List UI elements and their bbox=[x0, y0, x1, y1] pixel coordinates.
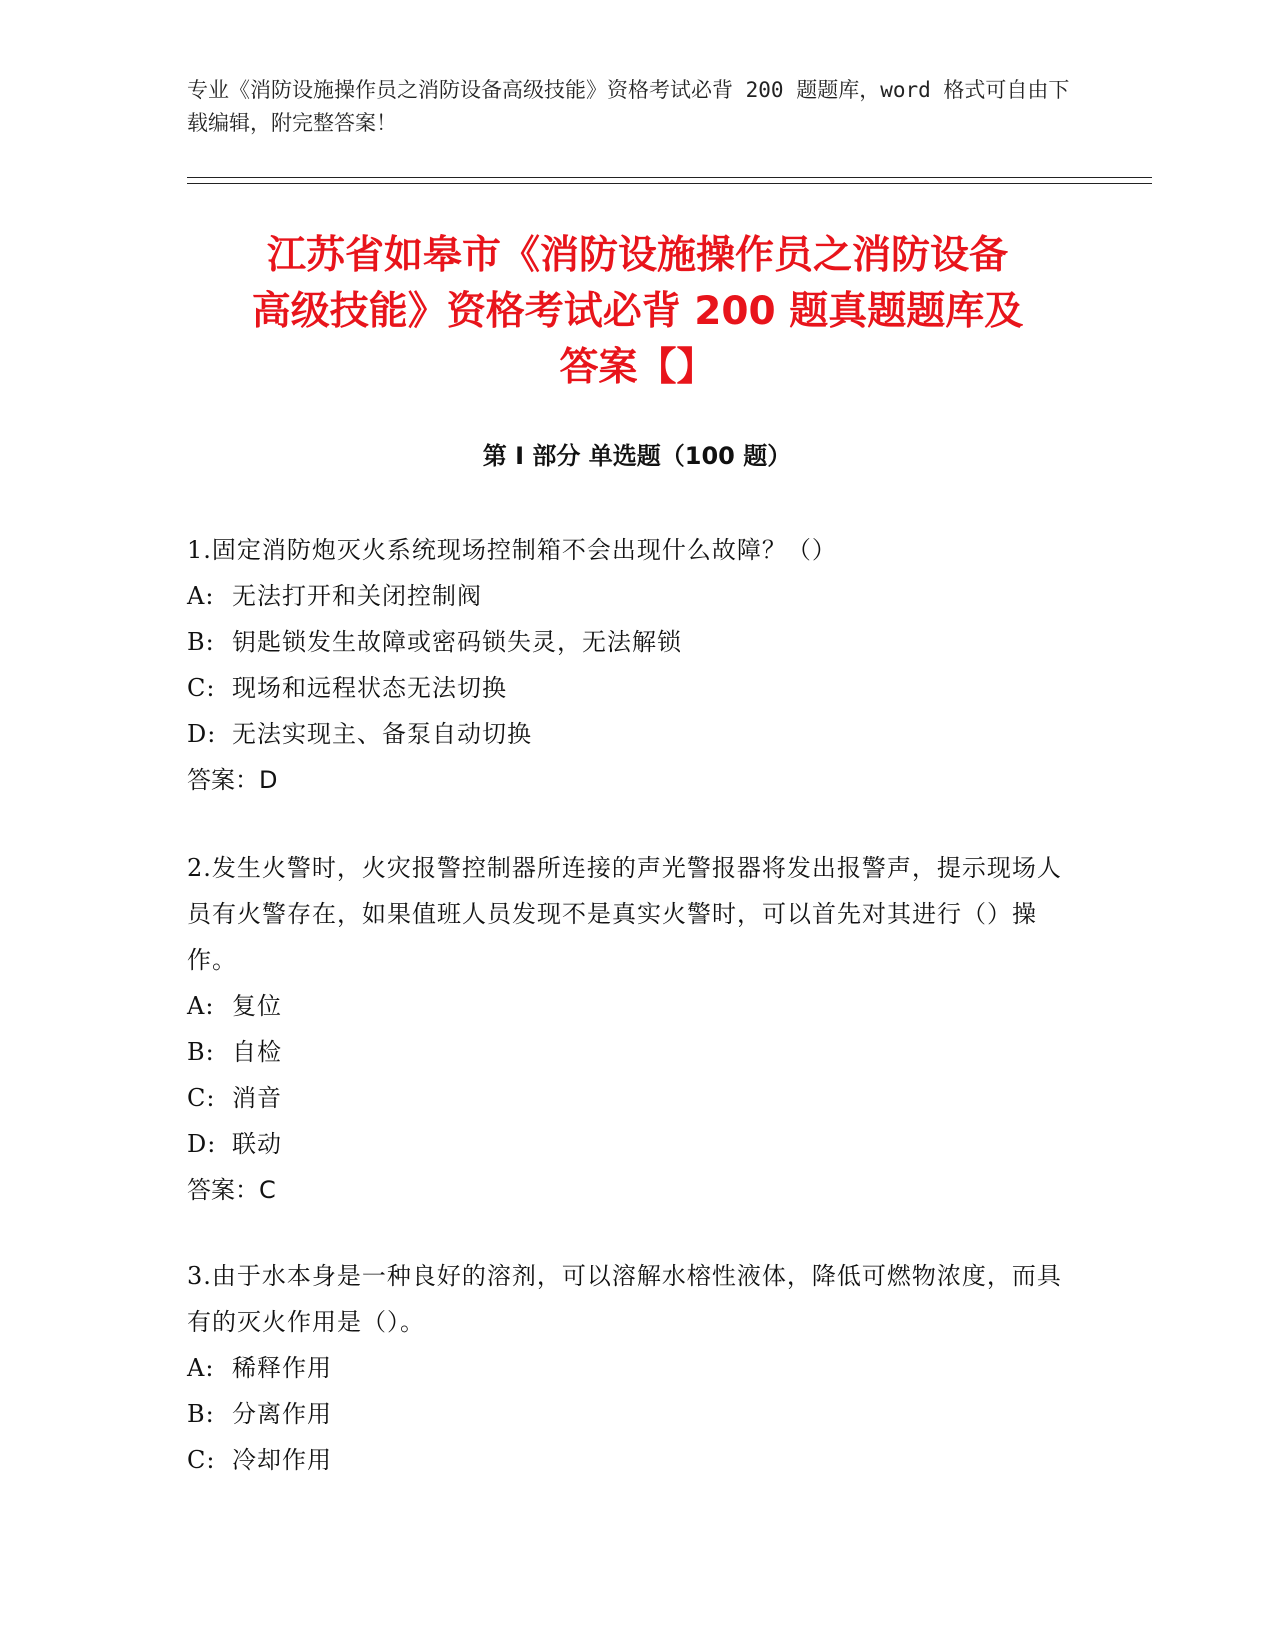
title-line-3: 答案【】 bbox=[559, 345, 716, 390]
option-letter: B: bbox=[187, 628, 215, 656]
option-text: 现场和远程状态无法切换 bbox=[232, 674, 507, 702]
option-text: 分离作用 bbox=[232, 1400, 332, 1428]
option-text: 冷却作用 bbox=[232, 1446, 332, 1474]
option-letter: D: bbox=[187, 1130, 217, 1158]
option-letter: C: bbox=[187, 1446, 216, 1474]
option-letter: A: bbox=[187, 582, 215, 610]
title-line-1: 江苏省如皋市《消防设施操作员之消防设备 bbox=[266, 233, 1008, 278]
option-b bbox=[187, 1029, 1067, 1075]
answer: 答案：C bbox=[187, 1176, 276, 1204]
option-letter: B: bbox=[187, 1038, 215, 1066]
question-stem: 1.固定消防炮灭火系统现场控制箱不会出现什么故障？（） bbox=[187, 536, 837, 564]
option-letter: D: bbox=[187, 720, 217, 748]
option-d bbox=[187, 711, 1067, 757]
option-letter: A: bbox=[187, 992, 215, 1020]
option-text: 钥匙锁发生故障或密码锁失灵，无法解锁 bbox=[232, 628, 682, 656]
option-letter: A: bbox=[187, 1354, 215, 1382]
option-text: 联动 bbox=[232, 1130, 282, 1158]
option-text: 消音 bbox=[232, 1084, 282, 1112]
question-3 bbox=[187, 1253, 1067, 1483]
option-text: 稀释作用 bbox=[232, 1354, 332, 1382]
option-a bbox=[187, 573, 1067, 619]
question-1 bbox=[187, 527, 1067, 803]
option-text: 复位 bbox=[232, 992, 282, 1020]
option-c bbox=[187, 665, 1067, 711]
option-c bbox=[187, 1437, 1067, 1483]
option-text: 无法实现主、备泵自动切换 bbox=[232, 720, 532, 748]
option-d bbox=[187, 1121, 1067, 1167]
option-b bbox=[187, 619, 1067, 665]
option-c bbox=[187, 1075, 1067, 1121]
option-letter: C: bbox=[187, 1084, 216, 1112]
question-stem: 3.由于水本身是一种良好的溶剂，可以溶解水榕性液体，降低可燃物浓度，而具有的灭火作用是（）。 bbox=[187, 1262, 1062, 1336]
option-a bbox=[187, 1345, 1067, 1391]
header-divider-bottom bbox=[187, 183, 1152, 184]
header-divider-top bbox=[187, 177, 1152, 178]
document-title bbox=[170, 228, 1105, 396]
question-2 bbox=[187, 845, 1067, 1213]
option-b bbox=[187, 1391, 1067, 1437]
answer: 答案：D bbox=[187, 766, 278, 794]
option-a bbox=[187, 983, 1067, 1029]
option-letter: B: bbox=[187, 1400, 215, 1428]
option-letter: C: bbox=[187, 674, 216, 702]
option-text: 无法打开和关闭控制阀 bbox=[232, 582, 482, 610]
section-title: 第 I 部分 单选题（100 题） bbox=[482, 442, 792, 470]
question-stem: 2.发生火警时，火灾报警控制器所连接的声光警报器将发出报警声，提示现场人员有火警存在，如果值班人员发现不是真实火警时，可以首先对其进行（）操作。 bbox=[187, 854, 1062, 974]
title-line-2: 高级技能》资格考试必背 200 题真题题库及 bbox=[251, 289, 1024, 334]
option-text: 自检 bbox=[232, 1038, 282, 1066]
header-note: 专业《消防设施操作员之消防设备高级技能》资格考试必背 200 题题库，word 格式可自由下载编辑，附完整答案！ bbox=[187, 78, 1070, 135]
